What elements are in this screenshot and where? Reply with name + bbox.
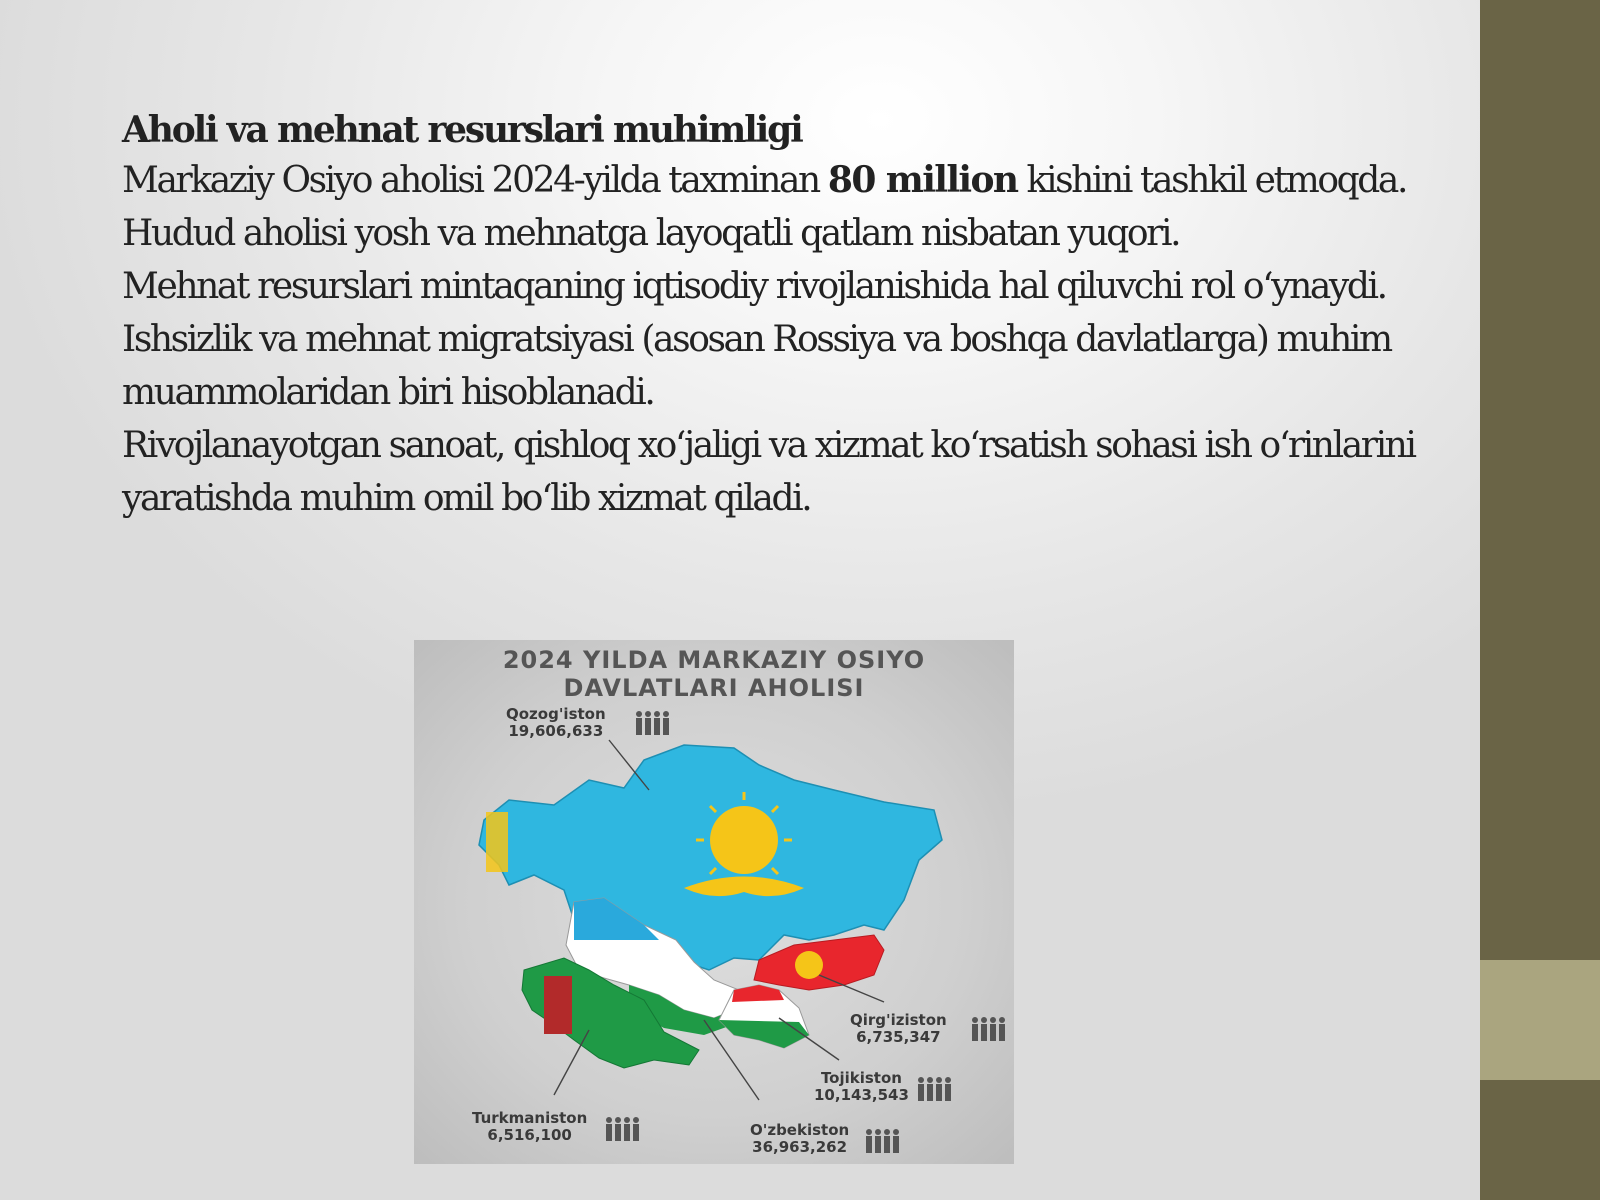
people-icon [864,1128,902,1154]
population-figure: 80 million [827,159,1018,201]
tajikistan-red-band [732,985,784,1002]
people-icon [970,1016,1008,1042]
population-text-after: kishini tashkil etmoqda. [1017,160,1407,201]
tajikistan-name: Tojikiston [820,1069,902,1087]
label-uzbekistan [750,1122,849,1156]
uzbekistan-name: O'zbekiston [750,1121,850,1139]
paragraph-population [122,154,1452,207]
kyrgyzstan-sun [795,951,823,979]
label-kazakhstan [506,706,606,740]
kyrgyzstan-name: Qirg'iziston [850,1011,947,1029]
slide-heading: Aholi va mehnat resurslari muhimligi [122,109,802,151]
label-kyrgyzstan [850,1012,947,1046]
tajikistan-population: 10,143,543 [814,1086,909,1104]
map-title-line2: DAVLATLARI AHOLISI [563,674,865,702]
kazakhstan-name: Qozog'iston [506,705,606,723]
population-text-before: Markaziy Osiyo aholisi 2024-yilda taxminan [122,160,828,201]
label-tajikistan [814,1070,909,1104]
paragraph-labor-resources: Mehnat resurslari mintaqaning iqtisodiy rivojlanishida hal qiluvchi rol o‘ynaydi. [122,266,1386,307]
paragraph-young-population: Hudud aholisi yosh va mehnatga layoqatli qatlam nisbatan yuqori. [122,213,1180,254]
turkmenistan-population: 6,516,100 [487,1126,572,1144]
side-accent-block [1480,960,1600,1080]
people-icon [634,710,672,736]
paragraph-industry-line1: Rivojlanayotgan sanoat, qishloq xo‘jaligi va xizmat ko‘rsatish sohasi ish o‘rinlarini [122,425,1415,466]
map-title-line1: 2024 YILDA MARKAZIY OSIYO [502,646,926,674]
uzbekistan-population: 36,963,262 [752,1138,848,1156]
kyrgyzstan-population: 6,735,347 [856,1028,941,1046]
people-icon [916,1076,954,1102]
people-icon [604,1116,642,1142]
turkmenistan-name: Turkmaniston [472,1109,588,1127]
paragraph-unemployment-line2: muammolaridan biri hisoblanadi. [122,372,654,413]
central-asia-population-map [414,640,1014,1164]
kazakhstan-ornament [486,812,508,872]
label-turkmenistan [472,1110,587,1144]
kazakhstan-sun [710,806,778,874]
kazakhstan-population: 19,606,633 [508,722,604,740]
turkmenistan-carpet-stripe [544,976,572,1034]
paragraph-industry-line2: yaratishda muhim omil bo‘lib xizmat qiladi. [122,478,811,519]
slide-text-block [122,106,1452,525]
paragraph-unemployment-line1: Ishsizlik va mehnat migratsiyasi (asosan Rossiya va boshqa davlatlarga) muhim [122,319,1391,360]
